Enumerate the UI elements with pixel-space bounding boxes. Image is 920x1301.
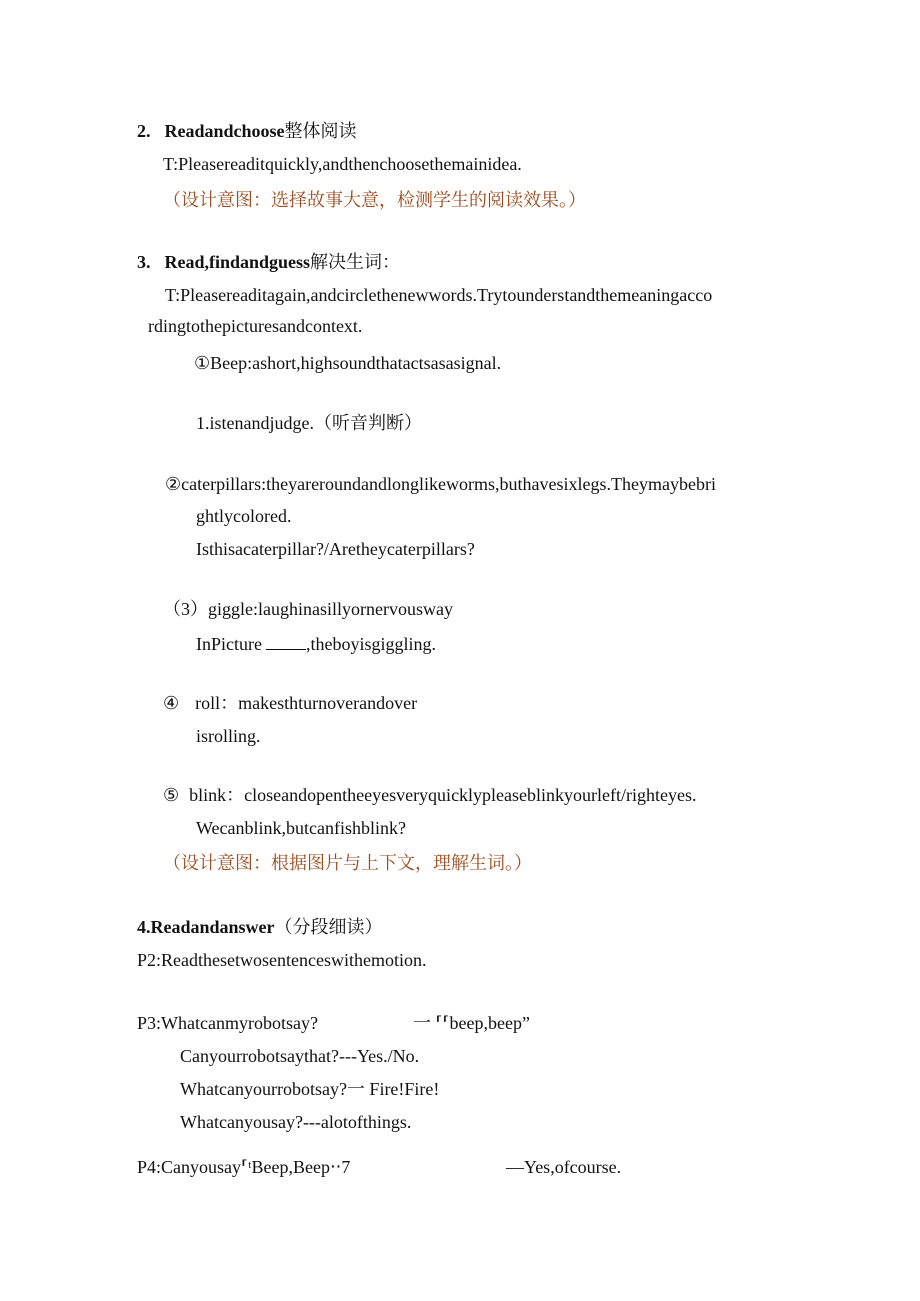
p4-question: P4:Canyousay⸢ᵗBeep,Beep‧‧7 [137,1157,351,1177]
word-blink-definition [163,784,697,806]
p3-dialogue-1: Canyourrobotsaythat?---Yes./No. [180,1046,420,1066]
section-4-title-cn: （分段细读） [274,917,383,937]
section-3-title: Read,findandguess [164,252,311,272]
section-2-title: Readandchoose [164,121,285,141]
section-2-instruction: T:Pleasereaditquickly,andthenchoosethemainidea. [163,154,522,174]
word-roll-number: ④ [163,693,180,713]
section-2-design-note: （设计意图：选择故事大意，检测学生的阅读效果。） [163,190,586,210]
section-3-number: 3. [137,252,151,272]
p3-dialogue-3: Whatcanyousay?---alotofthings. [180,1112,412,1132]
word-blink-number: ⑤ [163,785,180,805]
section-3-heading [137,251,400,273]
word-blink-text: blink：closeandopentheeyesveryquicklypleaseblinkyourleft/righteyes. [189,785,697,805]
section-3-instruction-line-2: rdingtothepicturesandcontext. [148,316,363,336]
section-4-heading [137,916,383,938]
word-caterpillars-definition: ②caterpillars:theyareroundandlonglikeworms,buthavesixlegs.Theymaybebri [165,474,716,494]
section-3-title-cn: 解决生词： [310,252,401,272]
giggle-example-suffix: ,theboyisgiggling. [305,634,436,654]
word-caterpillars-definition-cont: ghtlycolored. [196,506,292,526]
p4-answer: —Yes,ofcourse. [506,1157,622,1177]
p3-question: P3:Whatcanmyrobotsay? [137,1013,318,1033]
section-3-design-note: （设计意图：根据图片与上下文，理解生词。） [163,853,532,873]
p3-dialogue-2: Whatcanyourrobotsay?一 Fire!Fire! [180,1079,440,1099]
section-2-heading [137,120,357,142]
word-roll-example: isrolling. [196,726,261,746]
section-2-title-cn: 整体阅读 [284,121,357,141]
word-caterpillars-question: Isthisacaterpillar?/Aretheycaterpillars? [196,539,475,559]
section-4-title: 4.Readandanswer [137,917,275,937]
word-giggle-definition: （3）giggle:laughinasillyornervousway [163,599,453,619]
word-beep-definition: ①Beep:ashort,highsoundthatactsasasignal. [194,353,502,373]
word-beep-activity: 1.istenandjudge.（听音判断） [196,413,422,433]
fill-in-blank [266,633,306,650]
word-giggle-example [196,633,436,655]
p2-instruction: P2:Readthesetwosentenceswithemotion. [137,950,427,970]
word-roll-definition [163,692,417,714]
word-roll-text: roll：makesthturnoverandover [195,693,418,713]
p3-answer: 一 ⸢⸢beep,beep” [413,1013,530,1033]
section-3-instruction-line-1: T:Pleasereaditagain,andcirclethenewwords.Trytounderstandthemeaningacco [165,285,713,305]
giggle-example-prefix: InPicture [196,634,262,654]
word-blink-question: Wecanblink,butcanfishblink? [196,818,406,838]
section-2-number: 2. [137,121,151,141]
